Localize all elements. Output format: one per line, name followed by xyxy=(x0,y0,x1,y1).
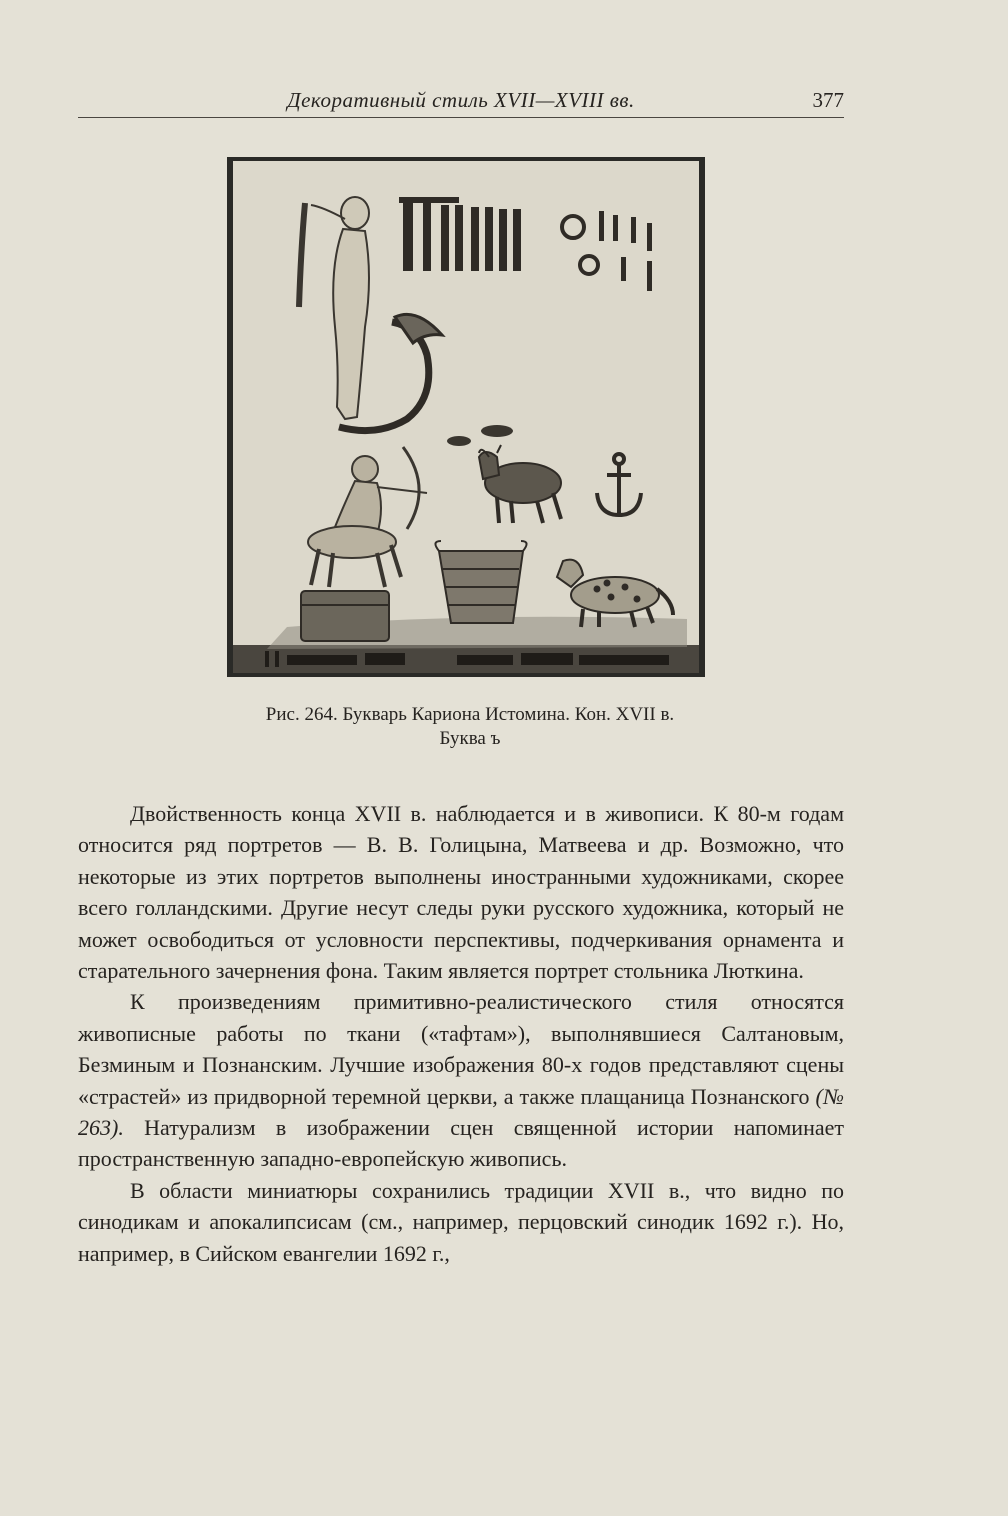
running-title: Декоративный стиль XVII—XVIII вв. xyxy=(287,88,635,112)
paragraph-2-text-after: Натурализм в изображении сцен священной истории напоминает пространственную западно-европейскую живопись. xyxy=(78,1115,844,1172)
figure-caption xyxy=(150,703,790,751)
chest xyxy=(301,591,389,641)
running-head xyxy=(78,86,844,116)
figure-reference: (№ 263). xyxy=(78,1083,844,1141)
caption-line-2: Буква ъ xyxy=(439,728,501,749)
primer-illustration xyxy=(227,157,705,677)
page-number: 377 xyxy=(812,88,844,112)
body-text xyxy=(78,798,844,1269)
basket xyxy=(435,541,526,623)
header-rule xyxy=(78,117,844,118)
paragraph-2 xyxy=(78,986,844,1174)
paragraph-3: В области миниатюры сохранились традиции XVII в., что видно по синодикам и апокалипсисам (см., например, перцовский синодик 1692 г.). Но, например, в Сийском евангелии 1692 г., xyxy=(78,1177,844,1266)
paragraph-2-text-before: К произведениям примитивно-реалистического стиля относятся живописные работы по ткани («тафтам»), выполнявшиеся Салтановым, Безминым и Познанским. Лучшие изображения 80-х годов представляют сцены «страстей» из придворной теремной церкви, а также плащаница Познанского xyxy=(78,989,844,1109)
primer-illustration-drawing xyxy=(227,157,705,677)
paragraph-1: Двойственность конца XVII в. наблюдается и в живописи. К 80-м годам относится ряд портретов — В. В. Голицына, Матвеева и др. Возможно, что некоторые из этих портретов выполнены иностранными художниками, скорее всего голландскими. Другие несут следы руки русского художника, который не может освободиться от условности перспективы, подчеркивания орнамента и старательного зачернения фона. Таким является портрет стольника Люткина. xyxy=(78,801,844,984)
caption-line-1: Рис. 264. Букварь Кариона Истомина. Кон. XVII в. xyxy=(265,704,675,725)
